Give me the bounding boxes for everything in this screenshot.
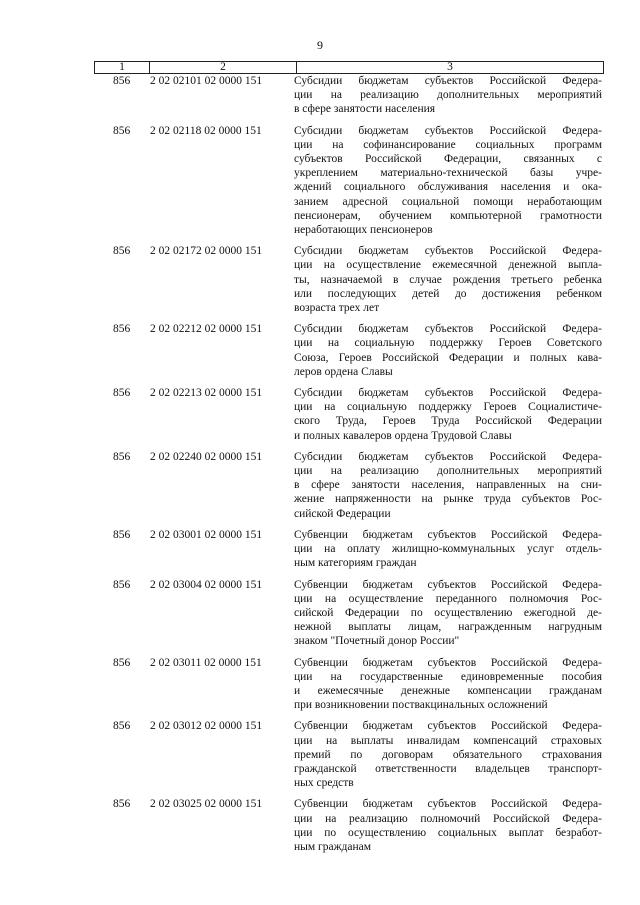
description-line: субъектов Российской Федерации, связанных с bbox=[294, 153, 602, 166]
admin-code-cell: 856 bbox=[113, 323, 131, 336]
description-cell bbox=[294, 450, 604, 521]
description-line: занием адресной социальной помощи неработающим bbox=[294, 195, 602, 208]
admin-code-cell: 856 bbox=[113, 75, 131, 87]
description-line: сийской Федерации по осуществлению ежегодной де- bbox=[294, 606, 602, 619]
table-row bbox=[94, 322, 604, 379]
description-line: ции на реализацию полномочий Российской Федера- bbox=[294, 812, 602, 825]
description-line: гражданской ответственности владельцев транспорт- bbox=[294, 762, 602, 775]
description-line: и ежемесячные денежные компенсации гражданам bbox=[294, 684, 602, 697]
budget-code-cell: 2 02 02213 02 0000 151 bbox=[150, 387, 263, 400]
description-line: ных средств bbox=[294, 777, 354, 790]
description-line: ции на осуществление переданного полномочия Рос- bbox=[294, 592, 602, 605]
budget-code-cell: 2 02 02101 02 0000 151 bbox=[150, 75, 263, 87]
description-line: жение напряженности на рынке труда субъектов Рос- bbox=[294, 493, 602, 506]
admin-code-cell: 856 bbox=[113, 245, 131, 258]
table-row bbox=[94, 450, 604, 521]
description-line: в сфере занятости населения, направленных на сни- bbox=[294, 479, 602, 492]
admin-code-cell: 856 bbox=[113, 450, 131, 463]
admin-code-cell: 856 bbox=[113, 578, 131, 591]
description-cell bbox=[294, 322, 604, 379]
admin-code-cell: 856 bbox=[113, 720, 131, 733]
table-row bbox=[94, 386, 604, 443]
description-line: возраста трех лет bbox=[294, 302, 380, 315]
header-col-3: 3 bbox=[296, 62, 603, 73]
description-line: Субсидии бюджетам субъектов Российской Федера- bbox=[294, 124, 602, 137]
description-line: пенсионерам, обучением компьютерной грамотности bbox=[294, 209, 602, 222]
description-line: сийской Федерации bbox=[294, 507, 391, 520]
budget-code-cell: 2 02 03001 02 0000 151 bbox=[150, 528, 263, 541]
description-line: Субвенции бюджетам субъектов Российской Федера- bbox=[294, 578, 602, 591]
description-cell bbox=[294, 244, 604, 315]
admin-code-cell: 856 bbox=[113, 528, 131, 541]
budget-code-cell: 2 02 02172 02 0000 151 bbox=[150, 245, 263, 258]
description-line: ции на софинансирование социальных программ bbox=[294, 138, 602, 151]
description-line: или последующих детей до достижения ребенком bbox=[294, 287, 602, 300]
description-line: Субсидии бюджетам субъектов Российской Федера- bbox=[294, 245, 602, 258]
budget-code-cell: 2 02 02118 02 0000 151 bbox=[150, 124, 262, 137]
description-line: Субсидии бюджетам субъектов Российской Федера- bbox=[294, 387, 602, 400]
budget-table bbox=[94, 61, 604, 861]
description-line: ждений социального обслуживания населения и ока- bbox=[294, 181, 602, 194]
description-line: ции на реализацию дополнительных мероприятий bbox=[294, 89, 602, 102]
description-line: ты, назначаемой в случае рождения третьего ребенка bbox=[294, 273, 602, 286]
description-cell bbox=[294, 656, 604, 713]
admin-code-cell: 856 bbox=[113, 656, 131, 669]
page-number: 9 bbox=[317, 38, 323, 52]
description-line: ции на осуществление ежемесячной денежной выпла- bbox=[294, 259, 602, 272]
budget-code-cell: 2 02 02212 02 0000 151 bbox=[150, 323, 263, 336]
description-line: и полных кавалеров ордена Трудовой Славы bbox=[294, 429, 512, 442]
description-line: укреплением материально-технической базы учре- bbox=[294, 167, 602, 180]
description-cell bbox=[294, 386, 604, 443]
description-line: ным гражданам bbox=[294, 840, 372, 853]
budget-code-cell: 2 02 03011 02 0000 151 bbox=[150, 656, 262, 669]
description-line: ции на социальную поддержку Героев Советского bbox=[294, 337, 602, 350]
table-row bbox=[94, 528, 604, 571]
description-line: ского Труда, Героев Труда Российской Федерации bbox=[294, 415, 602, 428]
admin-code-cell: 856 bbox=[113, 798, 131, 811]
budget-code-cell: 2 02 03004 02 0000 151 bbox=[150, 578, 263, 591]
table-row bbox=[94, 656, 604, 713]
description-line: Субсидии бюджетам субъектов Российской Федера- bbox=[294, 75, 602, 87]
description-line: Субвенции бюджетам субъектов Российской Федера- bbox=[294, 798, 602, 811]
description-cell bbox=[294, 797, 604, 854]
description-line: Субсидии бюджетам субъектов Российской Федера- bbox=[294, 450, 602, 463]
table-row bbox=[94, 719, 604, 790]
table-row bbox=[94, 797, 604, 854]
description-line: Субвенции бюджетам субъектов Российской Федера- bbox=[294, 528, 602, 541]
admin-code-cell: 856 bbox=[113, 124, 131, 137]
description-line: неработающих пенсионеров bbox=[294, 224, 433, 237]
description-cell bbox=[294, 719, 604, 790]
table-row bbox=[94, 244, 604, 315]
description-line: Союза, Героев Российской Федерации и полных кава- bbox=[294, 351, 602, 364]
admin-code-cell: 856 bbox=[113, 387, 131, 400]
description-line: леров ордена Славы bbox=[294, 365, 393, 378]
description-line: ции на социальную поддержку Героев Социалистиче- bbox=[294, 401, 602, 414]
description-line: нежной выплаты лицам, награжденным нагрудным bbox=[294, 621, 602, 634]
description-line: при возникновении поствакцинальных осложнений bbox=[294, 699, 548, 712]
description-line: ции по осуществлению социальных выплат безработ- bbox=[294, 826, 602, 839]
description-line: в сфере занятости населения bbox=[294, 103, 436, 116]
description-line: знаком "Почетный донор России" bbox=[294, 635, 460, 648]
description-line: Субвенции бюджетам субъектов Российской Федера- bbox=[294, 656, 602, 669]
description-line: ции на выплаты инвалидам компенсаций страховых bbox=[294, 734, 602, 747]
description-cell bbox=[294, 74, 604, 117]
table-body bbox=[94, 74, 604, 854]
description-line: ции на реализацию дополнительных мероприятий bbox=[294, 465, 602, 478]
description-line: премий по договорам обязательного страхования bbox=[294, 748, 602, 761]
description-line: ным категориям граждан bbox=[294, 557, 417, 570]
table-header bbox=[94, 61, 604, 74]
budget-code-cell: 2 02 03025 02 0000 151 bbox=[150, 798, 263, 811]
budget-code-cell: 2 02 03012 02 0000 151 bbox=[150, 720, 263, 733]
description-line: ции на оплату жилищно-коммунальных услуг отдель- bbox=[294, 543, 602, 556]
description-line: ции на государственные единовременные пособия bbox=[294, 670, 602, 683]
table-row bbox=[94, 578, 604, 649]
table-row bbox=[94, 74, 604, 117]
description-cell bbox=[294, 528, 604, 571]
description-line: Субвенции бюджетам субъектов Российской Федера- bbox=[294, 720, 602, 733]
description-cell bbox=[294, 124, 604, 238]
header-col-1: 1 bbox=[119, 61, 125, 73]
description-line: Субсидии бюджетам субъектов Российской Федера- bbox=[294, 323, 602, 336]
description-cell bbox=[294, 578, 604, 649]
budget-code-cell: 2 02 02240 02 0000 151 bbox=[150, 450, 263, 463]
table-row bbox=[94, 124, 604, 238]
header-col-2: 2 bbox=[149, 62, 296, 73]
